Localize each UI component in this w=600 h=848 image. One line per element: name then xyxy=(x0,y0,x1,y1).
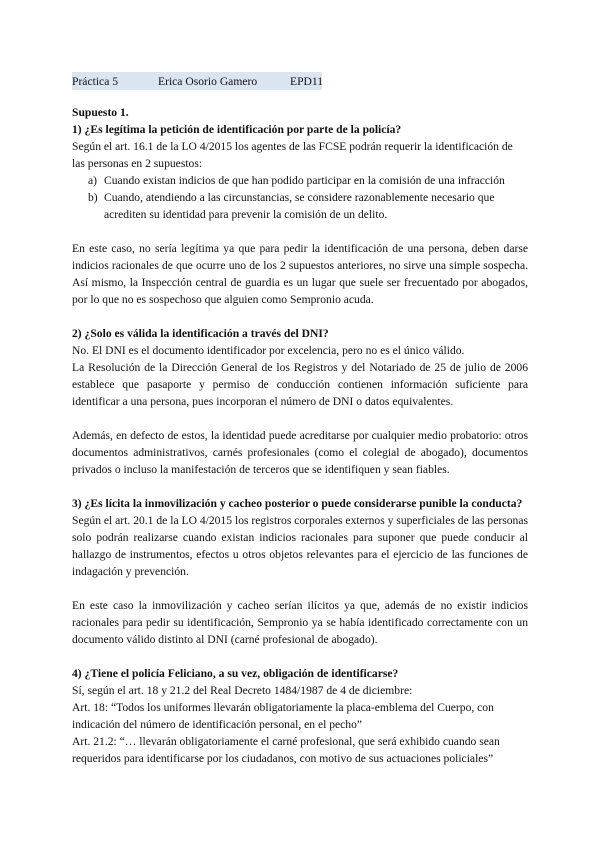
q1-list xyxy=(72,172,528,223)
list-item-text: Cuando, atendiendo a las circunstancias, se considere razonablemente necesario que acrediten su identidad para prevenir la comisión de un delito. xyxy=(104,191,495,221)
group-code: EPD11 xyxy=(290,74,324,88)
case-title: Supuesto 1. xyxy=(72,106,129,119)
q2-paragraph-1: No. El DNI es el documento identificador por excelencia, pero no es el único válido. xyxy=(72,344,465,357)
list-marker: a) xyxy=(88,174,98,187)
q4-paragraph-1: Sí, según el art. 18 y 21.2 del Real Decreto 1484/1987 de 4 de diciembre: xyxy=(72,684,413,697)
list-item xyxy=(72,189,528,223)
question-3: 3) ¿Es lícita la inmovilización y cacheo posterior o puede considerarse punible la conducta? xyxy=(72,497,523,510)
q2-paragraph-3: Además, en defecto de estos, la identidad puede acreditarse por cualquier medio probatorio: otros documentos administrativos, carnés profesionales (como el colegial de abogado), documentos privados o incluso la manifestación de terceros que se identifiquen y sean fiables. xyxy=(72,429,528,476)
spacer xyxy=(72,648,528,665)
q1-intro: Según el art. 16.1 de la LO 4/2015 los agentes de las FCSE podrán requerir la identificación de las personas en 2 supuestos: xyxy=(72,140,513,170)
document-header xyxy=(72,72,322,90)
list-item-text: Cuando existan indicios de que han podido participar en la comisión de una infracción xyxy=(104,174,505,187)
author-name: Erica Osorio Gamero xyxy=(158,74,258,88)
q4-paragraph-3: Art. 21.2: “… llevarán obligatoriamente el carné profesional, que será exhibido cuando sean requeridos para identificarse por los ciudadanos, con motivo de sus actuaciones policiales” xyxy=(72,735,500,765)
spacer xyxy=(72,308,528,325)
question-2: 2) ¿Solo es válida la identificación a través del DNI? xyxy=(72,327,329,340)
question-4: 4) ¿Tiene el policía Feliciano, a su vez, obligación de identificarse? xyxy=(72,667,399,680)
spacer xyxy=(72,478,528,495)
q2-paragraph-2: La Resolución de la Dirección General de los Registros y del Notariado de 25 de julio de 2006 establece que pasaporte y permiso de conducción contienen información suficiente para identificar a una persona, pues incorporan el número de DNI o datos equivalentes. xyxy=(72,361,528,408)
spacer xyxy=(72,580,528,597)
list-item xyxy=(72,172,528,189)
q3-paragraph-2: En este caso la inmovilización y cacheo serían ilícitos ya que, además de no existir indicios racionales para pedir su identificación, Sempronio ya se había identificado correctamente con un documento válido distinto al DNI (carné profesional de abogado). xyxy=(72,599,528,646)
q4-paragraph-2: Art. 18: “Todos los uniformes llevarán obligatoriamente la placa-emblema del Cuerpo, con indicación del número de identificación personal, en el pecho” xyxy=(72,701,494,731)
q1-answer: En este caso, no sería legítima ya que para pedir la identificación de una persona, deben darse indicios racionales de que ocurre uno de los 2 supuestos anteriores, no sirve una simple sospecha. Así mismo, la Inspección central de guardia es un lugar que suele ser frecuentado por abogados, por lo que no es sospechoso que alguien como Sempronio acuda. xyxy=(72,242,528,306)
practice-label: Práctica 5 xyxy=(72,74,119,88)
list-marker: b) xyxy=(88,191,98,204)
q3-paragraph-1: Según el art. 20.1 de la LO 4/2015 los registros corporales externos y superficiales de las personas solo podrán realizarse cuando existan indicios racionales para suponer que puede conducir al hallazgo de instrumentos, efectos u otros objetos relevantes para el ejercicio de las funciones de indagación y prevención. xyxy=(72,514,528,578)
spacer xyxy=(72,410,528,427)
spacer xyxy=(72,223,528,240)
question-1: 1) ¿Es legítima la petición de identificación por parte de la policía? xyxy=(72,123,402,136)
